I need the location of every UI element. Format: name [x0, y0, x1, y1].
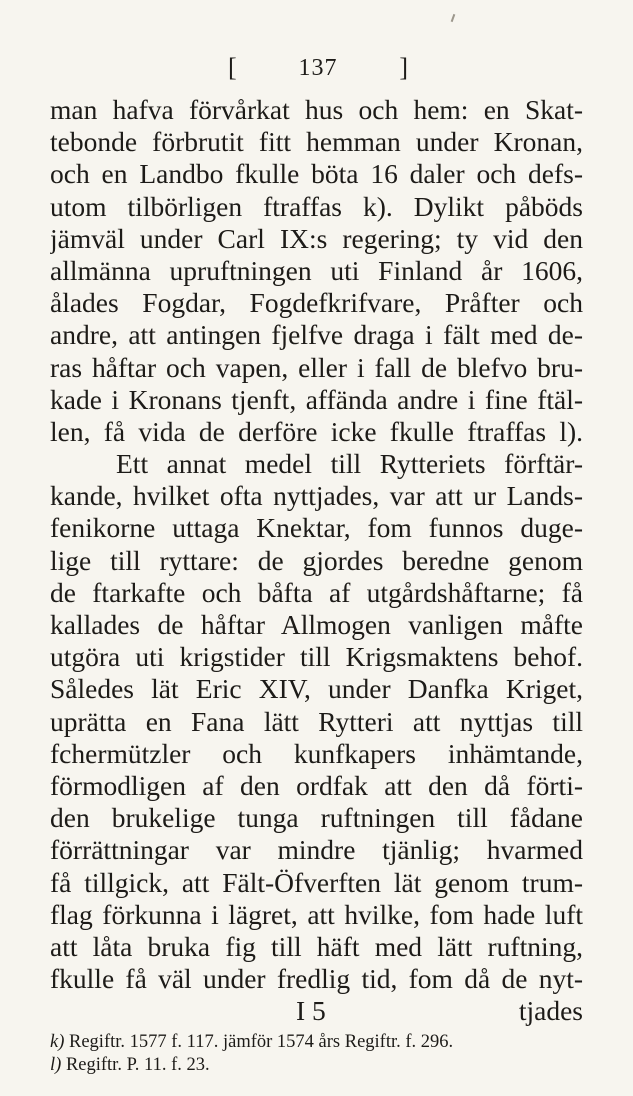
text-line: ålades Fogdar, Fogdefkrifvare, Pråfter och — [50, 287, 583, 319]
footnotes — [50, 1031, 583, 1077]
catchword: tjades — [518, 995, 583, 1027]
text-line: få tillgick, att Fält-Öfverften lät genom trum- — [50, 866, 583, 898]
text-line: förmodligen af den ordfak att den då förti- — [50, 769, 583, 801]
text-line: kande, hvilket ofta nyttjades, var att ur Lands- — [50, 480, 583, 512]
text-line: flag förkunna i lägret, att hvilke, fom hade luft — [50, 898, 583, 930]
text-line: andre, att antingen fjelfve draga i fält med de- — [50, 319, 583, 351]
page-number: 137 — [298, 54, 338, 81]
text-line: lige till ryttare: de gjordes beredne genom — [50, 544, 583, 576]
text-line: utgöra uti krigstider till Krigsmaktens behof. — [50, 641, 583, 673]
text-line: uprätta en Fana lätt Rytteri att nyttjas till — [50, 705, 583, 737]
text-line: fchermützler och kunfkapers inhämtande, — [50, 737, 583, 769]
body-text — [50, 94, 583, 995]
text-line: kallades de håftar Allmogen vanligen måfte — [50, 609, 583, 640]
header-left-bracket: [ — [228, 53, 237, 82]
text-line: ras håftar och vapen, eller i fall de blefvo bru- — [50, 351, 583, 383]
text-line: fkulle få väl under fredlig tid, fom då de nyt- — [50, 963, 583, 995]
text-line: att låta bruka fig till häft med lätt ruftning, — [50, 930, 583, 962]
signature-mark: I 5 — [296, 995, 326, 1027]
header-right-bracket: ] — [399, 53, 408, 82]
text-line: jämväl under Carl IX:s regering; ty vid den — [50, 222, 583, 254]
footnote-mark: k) — [50, 1032, 65, 1053]
text-line: man hafva förvårkat hus och hem: en Skat- — [50, 94, 583, 125]
text-line: fenikorne uttaga Knektar, fom funnos duge- — [50, 512, 583, 544]
footnote — [50, 1054, 583, 1077]
text-line: len, få vida de derföre icke fkulle ftraffas l). — [50, 415, 583, 447]
text-line: den brukelige tunga ruftningen till fådane — [50, 802, 583, 834]
signature-line — [50, 995, 583, 1027]
page-header — [228, 48, 408, 88]
text-line: de ftarkafte och båfta af utgårdshåftarne; få — [50, 576, 583, 608]
paragraph-first-line: Ett annat medel till Rytteriets förftär- — [116, 448, 583, 480]
footnote-text: Regiftr. P. 11. f. 23. — [65, 1055, 210, 1076]
text-line: kade i Kronans tjenft, affända andre i fine ftäl- — [50, 383, 583, 415]
text-line: Således lät Eric XIV, under Danfka Kriget, — [50, 673, 583, 705]
footnote-mark: l) — [50, 1055, 62, 1076]
text-line: tebonde förbrutit fitt hemman under Kronan, — [50, 126, 583, 158]
footnote — [50, 1031, 583, 1054]
text-line: och en Landbo fkulle böta 16 daler och defs- — [50, 158, 583, 190]
ink-speck — [451, 14, 456, 22]
text-line: utom tilbörligen ftraffas k). Dylikt påböds — [50, 190, 583, 222]
text-line: förrättningar var mindre tjänlig; hvarmed — [50, 834, 583, 866]
footnote-text: Regiftr. 1577 f. 117. jämför 1574 års Regiftr. f. 296. — [69, 1032, 454, 1053]
text-line: allmänna upruftningen uti Finland år 1606, — [50, 254, 583, 286]
